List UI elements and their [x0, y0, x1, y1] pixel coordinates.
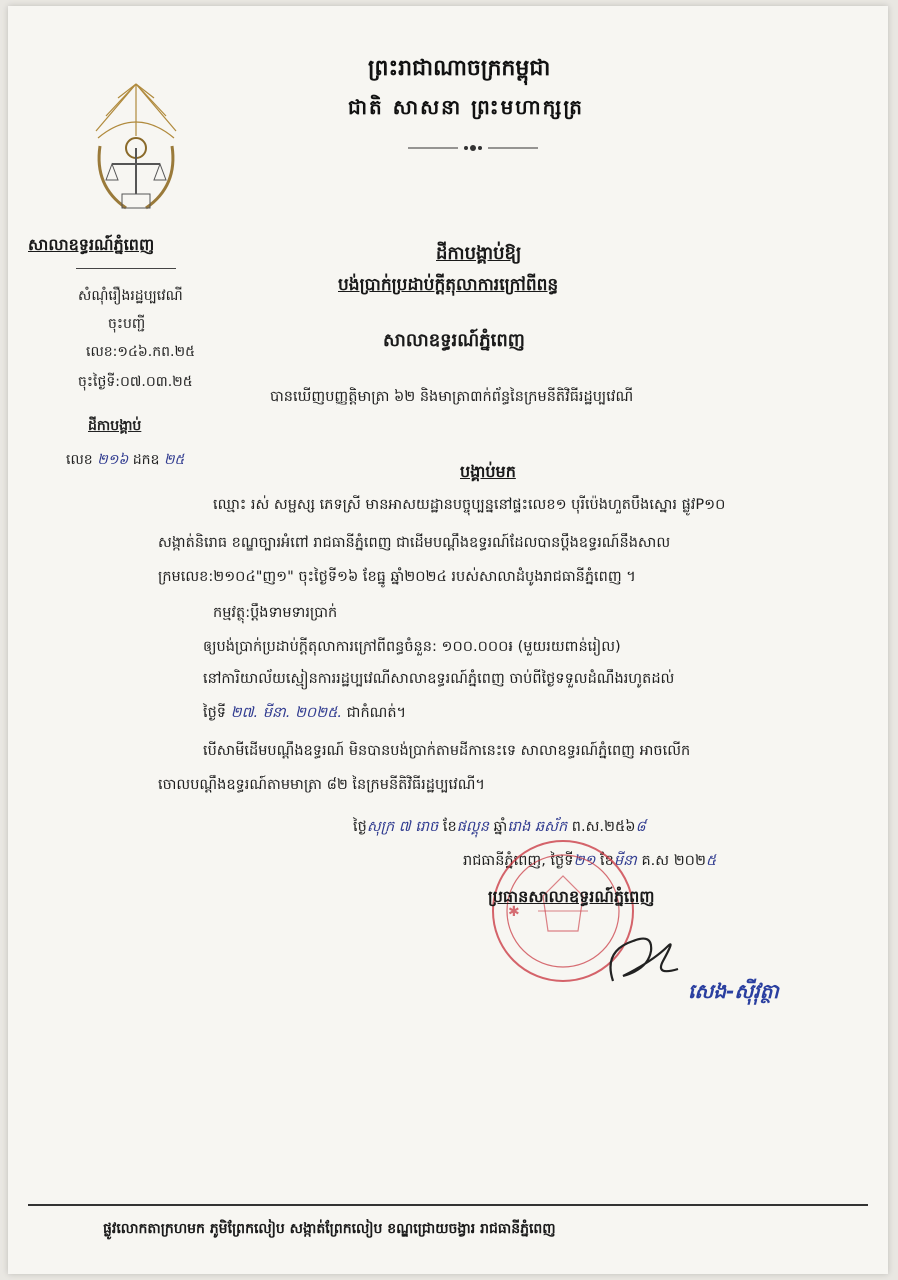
buddhist-era-handwritten: ៨ — [635, 819, 646, 835]
kingdom-heading: ព្រះរាជាណាចក្រកម្ពុជា — [368, 56, 551, 81]
lunar-month-label: ខែ — [442, 819, 457, 835]
day-handwritten: ២១ — [573, 853, 596, 869]
deadline-suffix: ជាកំណត់។ — [346, 705, 407, 721]
court-name-title: សាលាឧទ្ធរណ៍ភ្នំពេញ — [383, 330, 525, 351]
order-number — [66, 450, 184, 471]
divider — [76, 268, 176, 269]
svg-text:✱: ✱ — [508, 904, 520, 920]
deadline-line — [203, 704, 406, 725]
body-paragraph-1-line-2: សង្កាត់និរោធ ខណ្ឌច្បារអំពៅ រាជធានីភ្នំពេញ ជាដើមបណ្ដឹងឧទ្ធរណ៍ដែលបានប្ដឹងឧទ្ធរណ៍នឹងសាល — [158, 535, 671, 551]
deadline-prefix: ថ្ងៃទី — [203, 705, 227, 721]
deadline-handwritten: ២៧. មីនា. ២០២៥. — [230, 705, 343, 721]
order-label: ដីកាបង្គាប់ — [88, 418, 142, 434]
order-number-handwritten: ២១៦ — [97, 452, 129, 468]
subject-line: កម្មវត្ថុ:ប្ដឹងទាមទារប្រាក់ — [213, 605, 338, 621]
order-title: ដីកាបង្គាប់ឱ្យ — [436, 243, 522, 264]
ordered-heading: បង្គាប់មក — [460, 462, 516, 481]
common-era-handwritten: ៥ — [705, 853, 717, 869]
place-and-day-label: រាជធានីភ្នំពេញ, ថ្ងៃទី — [463, 853, 574, 869]
order-number-year: ២៥ — [163, 452, 185, 468]
lunar-month-handwritten: ផល្គុន — [456, 819, 489, 835]
footer-address: ផ្លូវលោកតាក្រហមក ភូមិព្រែកលៀប សង្កាត់ព្រែកលៀប ខណ្ឌជ្រោយចង្វារ រាជធានីភ្នំពេញ — [103, 1221, 556, 1237]
month-handwritten: មីនា — [613, 853, 637, 869]
month-label: ខែ — [600, 853, 614, 869]
lunar-year-label: ឆ្នាំ — [493, 819, 508, 835]
body-paragraph-3-line-1: បើសាមីដើមបណ្ដឹងឧទ្ធរណ៍ មិនបានបង់ប្រាក់តាមដីកានេះទេ សាលាឧទ្ធរណ៍ភ្នំពេញ អាចលើក — [203, 743, 691, 759]
lunar-day-label: ថ្ងៃ — [353, 819, 367, 835]
common-era: គ.ស ២០២ — [641, 853, 706, 869]
order-number-suffix: ដកឧ — [132, 452, 160, 468]
signatory-title: ប្រធានសាលាឧទ្ធរណ៍ភ្នំពេញ — [488, 887, 655, 906]
body-paragraph-1-line-1: ឈ្មោះ រស់ សម្ផស្ស ភេទស្រី មានអាសយដ្ឋានបច្ចុប្បន្ននៅផ្ទះលេខ១ បុរីប៉េងហួតបឹងស្នោរ ផ្លូវP១០ — [213, 497, 726, 513]
body-paragraph-1-line-3: ក្រមលេខ:២១០៤"ញ១" ចុះថ្ងៃទី១៦ ខែធ្នូ ឆ្នាំ២០២៤ របស់សាលាដំបូងរាជធានីភ្នំពេញ ។ — [158, 569, 636, 585]
order-subtitle: បង់ប្រាក់ប្រដាប់ក្ដីតុលាការក្រៅពីពន្ធ — [338, 275, 559, 295]
case-date: ចុះថ្ងៃទី:០៧.០៣.២៥ — [78, 374, 193, 390]
ornament-divider — [408, 141, 538, 155]
office-line: នៅការិយាល័យស្មៀនការរដ្ឋប្បវេណីសាលាឧទ្ធរណ៍ភ្នំពេញ ចាប់ពីថ្ងៃទទួលដំណឹងរហូតដល់ — [203, 671, 675, 687]
buddhist-era: ព.ស.២៥៦ — [571, 819, 636, 835]
lunar-day-handwritten: សុក្រ ៧ រោច — [366, 819, 439, 835]
registered-label: ចុះបញ្ជី — [108, 316, 146, 332]
order-number-prefix: លេខ — [66, 452, 93, 468]
having-seen: បានឃើញបញ្ញត្តិមាត្រា ៦២ និងមាត្រា៣ក់ព័ន្ធនៃក្រមនីតិវិធីរដ្ឋប្បវេណី — [270, 389, 634, 405]
footer-rule — [28, 1204, 868, 1206]
signatory-name: សេង-ស៊ីវុត្ថា — [688, 979, 779, 1003]
signature-icon — [593, 921, 683, 991]
court-name-left: សាលាឧទ្ធរណ៍ភ្នំពេញ — [28, 235, 155, 254]
lunar-year-handwritten: រោង ឆស័ក — [507, 819, 568, 835]
court-emblem-icon — [86, 76, 186, 226]
case-type: សំណុំរឿងរដ្ឋប្បវេណី — [78, 288, 183, 304]
case-number: លេខ:១៤៦.កព.២៥ — [86, 344, 195, 360]
document-page — [8, 6, 888, 1274]
body-paragraph-3-line-2: ចោលបណ្ដឹងឧទ្ធរណ៍តាមមាត្រា ៨២ នៃក្រមនីតិវិធីរដ្ឋប្បវេណី។ — [158, 777, 485, 793]
payment-line: ឲ្យបង់ប្រាក់ប្រដាប់ក្ដីតុលាការក្រៅពីពន្ធចំនួន: ១០០.០០០៛ (មួយរយពាន់រៀល) — [203, 639, 621, 655]
national-motto: ជាតិ សាសនា ព្រះមហាក្សត្រ — [348, 95, 584, 119]
